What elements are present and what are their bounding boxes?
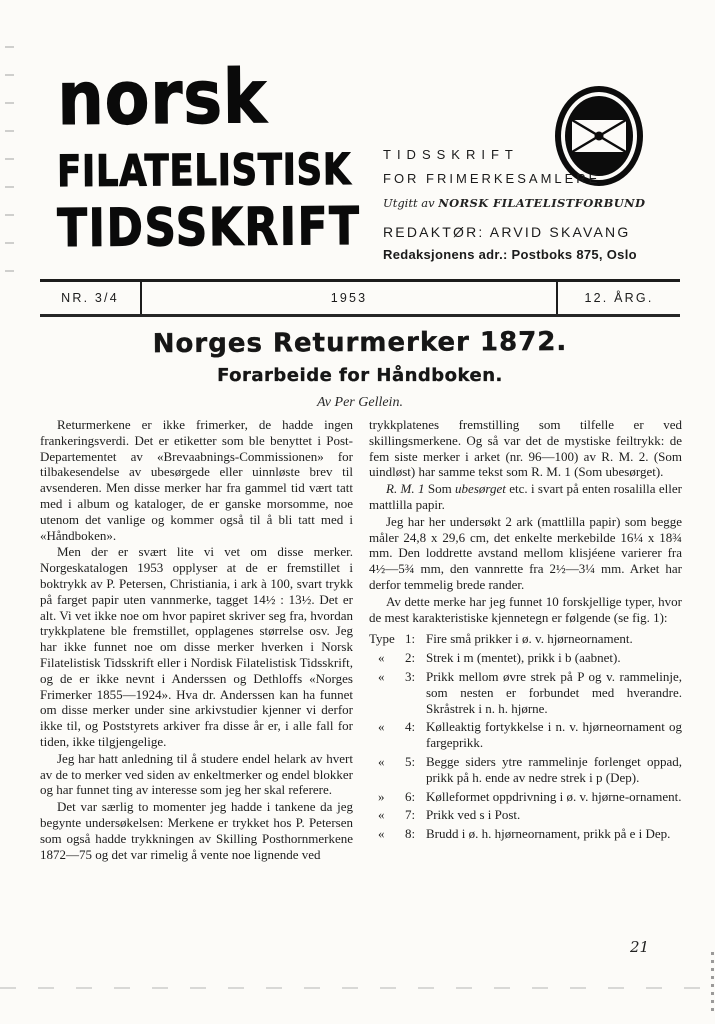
- masthead-title-line-2: FILATELISTISK: [57, 144, 352, 197]
- scan-artifact: [5, 74, 14, 76]
- scan-artifact: [711, 952, 714, 1014]
- type-item: [369, 754, 682, 786]
- scan-artifact: [5, 186, 14, 188]
- type-item-number: 3:: [405, 668, 416, 684]
- scan-artifact: [5, 102, 14, 104]
- left-column: [40, 417, 353, 863]
- paragraph-text: Som: [424, 481, 456, 497]
- paragraph: Det var særlig to momenter jeg hadde i tankene da jeg begynte undersøkelsen: Merkene er trykket hos P. Petersen som også hadde trykkningen av Skilling Posthornmerkene 1872—75 og det var rimelig å vente noe lignende ved: [40, 799, 353, 862]
- type-item-marker: «: [378, 668, 385, 684]
- type-item-text: Kølleaktig fortykkelse i n. v. hjørneornament og fargeprikk.: [426, 719, 682, 751]
- type-item-number: 6:: [405, 788, 416, 804]
- paragraph: Returmerkene er ikke frimerker, de hadde ingen frankeringsverdi. Det er etiketter som ble benyttet i Post-Departementet av «Brevaabnings-Commissionen» for tilbakesendelse av ubesørgede eller uinnløste brev til avsenderen. Men disse merker har fra gammel tid vært tatt med i album og kataloger, de er ganske morsomme, noe utenom det vanlige og kommer også til å bli tatt med i «Håndboken».: [40, 417, 353, 543]
- address-line: Redaksjonens adr.: Postboks 875, Oslo: [383, 247, 637, 262]
- scan-artifact: [5, 46, 14, 48]
- article-headline: [40, 328, 680, 411]
- type-item: [369, 669, 682, 716]
- type-item-marker: «: [378, 807, 385, 823]
- type-item-number: 8:: [405, 826, 416, 842]
- scan-artifact: [5, 242, 14, 244]
- article-subtitle: Forarbeide for Håndboken.: [217, 365, 503, 386]
- scan-artifact: [5, 130, 14, 132]
- type-item-marker: «: [378, 826, 385, 842]
- type-item: [369, 650, 682, 666]
- scan-artifact: [5, 214, 14, 216]
- type-item-marker: »: [378, 788, 385, 804]
- issue-number: NR. 3/4: [61, 291, 119, 305]
- tagline-line-1: TIDSSKRIFT: [383, 147, 519, 162]
- type-item-text: Prikk ved s i Post.: [426, 807, 521, 823]
- type-item-marker: «: [378, 650, 385, 666]
- masthead-title-line-3: TIDSSKRIFT: [57, 196, 361, 259]
- paragraph: Jeg har her undersøkt 2 ark (mattlilla papir) som begge måler 24,8 x 29,6 cm, det enkelte merkebilde 16¼ x 18¾ mm. Den loddrette avstand mellom klisjéene varierer fra 4½—5¾ mm, den vannrette fra 2½—3¼ mm. Arket har derfor temmelig brede rander.: [369, 513, 682, 592]
- paragraph-text: etc. i svart på enten rosalilla eller mattlilla papir.: [369, 481, 682, 512]
- type-item-text: Fire små prikker i ø. v. hjørneornament.: [426, 631, 633, 647]
- type-list: [369, 631, 682, 842]
- type-item: [369, 807, 682, 823]
- type-item-marker: «: [378, 753, 385, 769]
- type-item-text: Brudd i ø. h. hjørneornament, prikk på e i Dep.: [426, 826, 671, 842]
- type-item-text: Prikk mellom øvre strek på P og v. rammelinje, som nesten er forbundet med hverandre. Skråstrek i n. h. hjørne.: [426, 668, 682, 716]
- masthead-info-block: [383, 147, 651, 262]
- editor-line: REDAKTØR: ARVID SKAVANG: [383, 224, 631, 240]
- page-number: 21: [630, 938, 650, 956]
- type-item-text: Strek i m (mentet), prikk i b (aabnet).: [426, 650, 621, 666]
- type-item: [369, 826, 682, 842]
- tagline-line-2: FOR FRIMERKESAMLERE: [383, 171, 601, 186]
- paragraph: Men der er svært lite vi vet om disse merker. Norgeskatalogen 1953 opplyser at de er fremstillet i boktrykk av P. Petersen, Christiania, i ark à 100, svart trykk på farget papir uten vannmerke, tagget 14½ : 13½. Det er alt. Vi vet ikke noe om hvor papiret skriver seg fra, hvordan trykkplatene ble fremstillet, opplagenes størrelse osv. Jeg har ikke funnet noe om disse merker hverken i Norsk Filatelistisk Tidsskrift eller i Nordisk Filatelistisk Tidsskrift, og de er ikke nevnt i Anderssen og Dethloffs «Norges Frimerker 1855—1924». Hva dr. Anderssen kan ha funnet om disse merker under sine arkivstudier kjenner vi derfor ikke til, og Poststyrets arkiver fra disse år er, i alle fall for tiden, ikke tilgjengelige.: [40, 544, 353, 749]
- type-item-number: 4:: [405, 719, 416, 735]
- article-byline: Av Per Gellein.: [317, 395, 403, 410]
- paragraph: [369, 481, 682, 513]
- issue-volume: 12. ÅRG.: [584, 291, 654, 305]
- type-item-number: 5:: [405, 753, 416, 769]
- article-body: [40, 417, 682, 863]
- type-item-marker: Type: [369, 631, 395, 647]
- type-item-number: 2:: [405, 650, 416, 666]
- right-column: [369, 417, 682, 863]
- paragraph: Jeg har hatt anledning til å studere endel helark av hvert av de to merker ved siden av enkeltmerker og endel blokker og har funnet ting av interesse som jeg her skal referere.: [40, 750, 353, 798]
- type-item: [369, 719, 682, 751]
- issue-bar: [40, 279, 680, 317]
- scan-artifact: [0, 987, 715, 989]
- ref-mark: R. M. 1: [386, 481, 425, 497]
- type-item-text: Kølleformet oppdrivning i ø. v. hjørne-ornament.: [426, 788, 682, 804]
- type-item-number: 1:: [405, 631, 416, 647]
- italic-word: ubesørget: [455, 481, 506, 497]
- type-item-marker: «: [378, 719, 385, 735]
- paragraph: Av dette merke har jeg funnet 10 forskjellige typer, hvor de mest karakteristiske kjennetegn er følgende (se fig. 1):: [369, 593, 682, 625]
- scan-artifact: [5, 270, 14, 272]
- issue-year: 1953: [140, 282, 558, 314]
- type-item-number: 7:: [405, 807, 416, 823]
- type-item-text: Begge siders ytre rammelinje forlenget oppad, prikk på h. ende av nedre strek i p (Dep).: [426, 753, 682, 785]
- paragraph: trykkplatenes fremstilling som tilfelle er ved skillingsmerkene. Og så var det de mystiske feiltrykk: de fem siste merker i arket (nr. 96—100) av R. M. 2. (Som uindløst) har samme tekst som R. M. 1 (Som ubesørget).: [369, 417, 682, 480]
- type-item: [369, 631, 682, 647]
- publisher-org: NORSK FILATELISTFORBUND: [438, 196, 646, 210]
- type-item: [369, 789, 682, 805]
- article-title: Norges Returmerker 1872.: [152, 326, 568, 360]
- scan-artifact: [5, 158, 14, 160]
- masthead-title-line-1: norsk: [57, 54, 268, 142]
- publisher-line: [383, 196, 651, 210]
- publisher-prefix: Utgitt av: [383, 196, 439, 210]
